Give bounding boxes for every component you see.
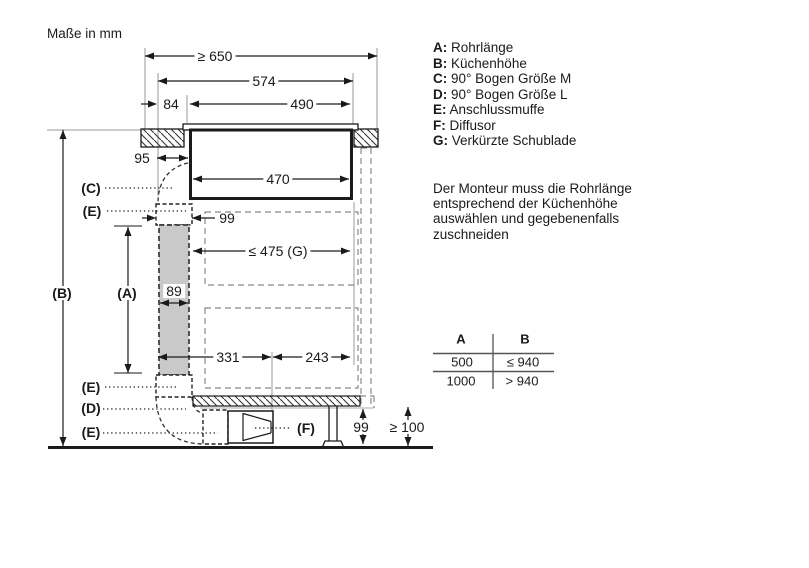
dim-331: 331 [213, 350, 242, 364]
legend-item-d: D: 90° Bogen Größe L [433, 86, 568, 102]
page-title: Maße in mm [47, 26, 123, 41]
bend-c-outline [158, 163, 188, 203]
table-cell-a1: 500 [451, 354, 473, 370]
callout-e-upper: (E) [82, 203, 102, 219]
table-cell-b1: ≤ 940 [506, 354, 540, 370]
callout-f: (F) [294, 421, 318, 435]
cabinet-bottom-shelf [193, 396, 360, 406]
callout-d: (D) [81, 400, 101, 416]
dim-243: 243 [302, 350, 331, 364]
callout-c: (C) [81, 180, 101, 196]
callout-a: (A) [114, 286, 139, 300]
legend-item-b: B: Küchenhöhe [433, 55, 527, 71]
dim-duct-width: 89 [163, 284, 185, 298]
table-header-b: B [520, 331, 530, 347]
table-cell-a2: 1000 [446, 373, 476, 389]
table-cell-b2: > 940 [505, 373, 539, 389]
dim-574: 574 [249, 74, 278, 88]
dim-99-sleeve: 99 [219, 210, 235, 226]
dim-99-plinth: 99 [350, 420, 372, 434]
legend [433, 40, 576, 149]
legend-item-g: G: Verkürzte Schublade [433, 133, 577, 148]
sleeve-upper-outline [156, 204, 192, 225]
legend-item-c: C: 90° Bogen Größe M [433, 71, 572, 86]
sleeve-outlet-outline [203, 410, 228, 444]
dim-84: 84 [163, 96, 179, 112]
dim-490: 490 [287, 97, 316, 111]
cabinet-side-panel [360, 148, 374, 408]
callout-e-lower: (E) [81, 424, 101, 440]
table-header-a: A [456, 331, 466, 347]
dim-95: 95 [134, 150, 150, 166]
legend-item-f: F: Diffusor [433, 117, 496, 133]
sleeve-lower-outline [156, 375, 192, 397]
duct-pipe [159, 225, 189, 375]
plinth-leg [322, 406, 344, 448]
legend-item-a: A: Rohrlänge [433, 40, 514, 55]
callout-e-mid: (E) [81, 379, 101, 395]
legend-item-e: E: Anschlussmuffe [433, 102, 545, 117]
diffusor [228, 411, 273, 443]
hob-body [191, 130, 352, 199]
installer-note: Der Monteur muss die Rohrlänge entsprechend der Küchenhöhe auswählen und gegebenenfalls zuschneiden [433, 181, 632, 242]
dim-min-plinth: ≥ 100 [387, 420, 428, 434]
dim-drawer-max: ≤ 475 (G) [245, 244, 310, 258]
arrowheads [60, 53, 412, 447]
dim-min-width: ≥ 650 [195, 49, 236, 63]
dim-470: 470 [263, 172, 292, 186]
callout-b: (B) [49, 286, 74, 300]
